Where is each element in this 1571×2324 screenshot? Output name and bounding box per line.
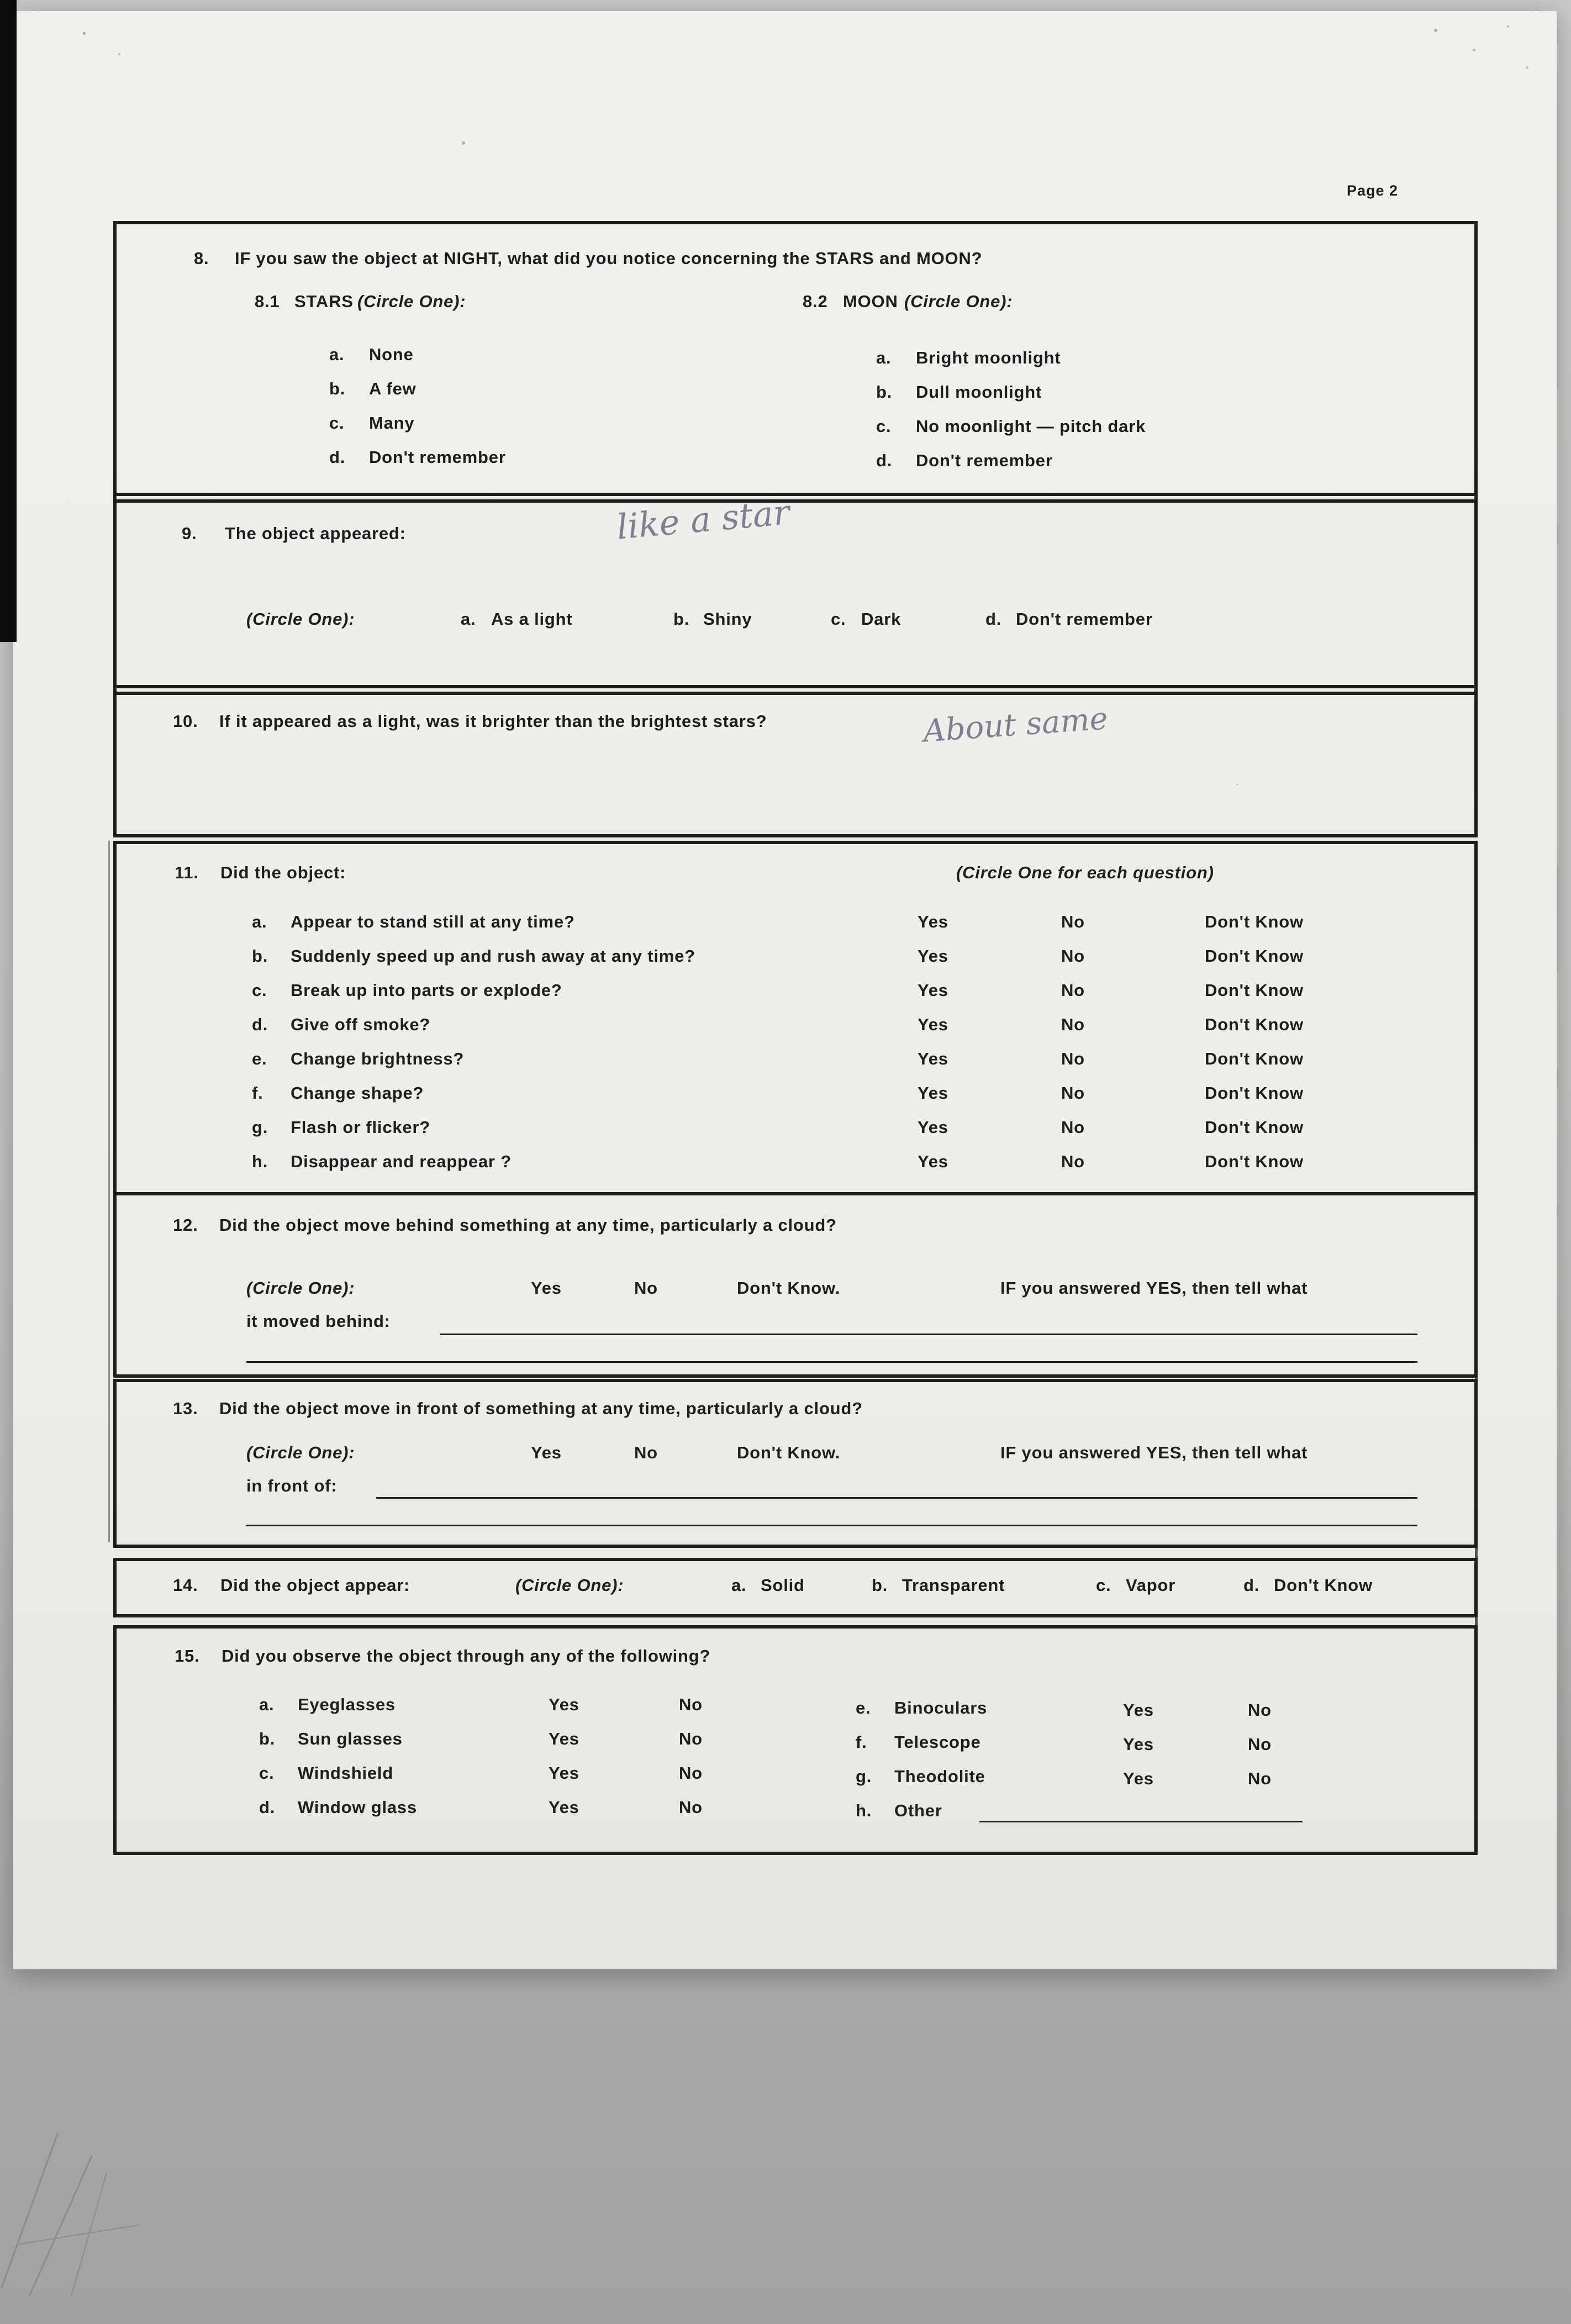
q11-answer-no: No: [1061, 1049, 1085, 1068]
q15-option-label: Theodolite: [894, 1767, 985, 1786]
q8-stars-option-label: Many: [369, 413, 415, 433]
q11-answer-yes: Yes: [918, 981, 948, 1000]
section-q10: [113, 685, 1478, 837]
q15-option-letter: e.: [856, 1698, 871, 1717]
q12-question-text: Did the object move behind something at any time, particularly a cloud?: [219, 1215, 837, 1235]
q11-answer-yes: Yes: [918, 1118, 948, 1137]
q14-option-letter: a.: [731, 1575, 747, 1595]
q13-answer-dontknow: Don't Know.: [737, 1443, 841, 1462]
q15-answer-yes: Yes: [549, 1729, 579, 1748]
section-q13: [113, 1379, 1478, 1548]
q8-stars-option-letter: a.: [329, 345, 345, 364]
section-q8: [113, 221, 1478, 503]
q10-number: 10.: [173, 712, 198, 731]
q11-answer-dontknow: Don't Know: [1205, 1083, 1304, 1103]
q11-row-letter: c.: [252, 981, 267, 1000]
q11-answer-yes: Yes: [918, 946, 948, 966]
q15-number: 15.: [175, 1646, 200, 1666]
q8-stars-option-letter: c.: [329, 413, 345, 433]
section-q12: [113, 1192, 1478, 1378]
q8-stars-circle-one: (Circle One):: [357, 292, 466, 311]
q15-answer-no: No: [1248, 1735, 1272, 1754]
q11-answer-dontknow: Don't Know: [1205, 946, 1304, 966]
q8-stars-option-label: Don't remember: [369, 447, 506, 467]
q15-answer-yes: Yes: [1123, 1700, 1154, 1720]
q12-number: 12.: [173, 1215, 198, 1235]
q8-moon-option-letter: b.: [876, 382, 893, 402]
q12-tail-label: it moved behind:: [246, 1311, 391, 1331]
q15-option-label: Other: [894, 1801, 942, 1820]
q11-answer-yes: Yes: [918, 912, 948, 931]
scan-border-bleed-left: [108, 841, 110, 1542]
q12-circle-one: (Circle One):: [246, 1278, 355, 1298]
q15-answer-yes: Yes: [1123, 1769, 1154, 1788]
q13-answer-no: No: [634, 1443, 658, 1462]
q11-answer-yes: Yes: [918, 1015, 948, 1034]
q15-option-label: Binoculars: [894, 1698, 988, 1717]
q15-option-letter: d.: [259, 1798, 276, 1817]
q14-option-letter: c.: [1096, 1575, 1111, 1595]
q12-answer-dontknow: Don't Know.: [737, 1278, 841, 1298]
q11-answer-dontknow: Don't Know: [1205, 981, 1304, 1000]
q14-option-label: Don't Know: [1274, 1575, 1373, 1595]
q15-option-letter: c.: [259, 1763, 275, 1783]
q8-moon-label: MOON: [843, 292, 898, 311]
q8-moon-option-label: Bright moonlight: [916, 348, 1061, 367]
q8-moon-option-letter: c.: [876, 417, 892, 436]
handwritten-answer-q9: like a star: [615, 492, 792, 547]
q9-option-label: As a light: [491, 609, 573, 629]
q15-answer-yes: Yes: [549, 1798, 579, 1817]
q11-answer-dontknow: Don't Know: [1205, 1118, 1304, 1137]
q8-stars-option-letter: d.: [329, 447, 346, 467]
q11-circle-one: (Circle One for each question): [956, 863, 1214, 882]
q8-moon-option-label: Dull moonlight: [916, 382, 1042, 402]
q12-answer-line-2: [246, 1361, 1417, 1363]
q9-option-letter: b.: [673, 609, 690, 629]
q8-moon-circle-one: (Circle One):: [904, 292, 1013, 311]
q8-moon-option-label: Don't remember: [916, 451, 1053, 470]
q11-answer-no: No: [1061, 1015, 1085, 1034]
q14-option-label: Vapor: [1126, 1575, 1176, 1595]
q11-row-letter: e.: [252, 1049, 267, 1068]
q14-option-label: Solid: [761, 1575, 805, 1595]
q8-stars-label: STARS: [294, 292, 354, 311]
q15-option-label: Eyeglasses: [298, 1695, 396, 1714]
q11-row-label: Give off smoke?: [291, 1015, 431, 1034]
q9-option-letter: d.: [985, 609, 1002, 629]
q15-question-text: Did you observe the object through any of the following?: [222, 1646, 711, 1666]
q9-option-letter: a.: [461, 609, 476, 629]
q11-row-letter: f.: [252, 1083, 263, 1103]
q9-option-label: Dark: [861, 609, 902, 629]
q13-number: 13.: [173, 1399, 198, 1418]
q11-number: 11.: [175, 863, 199, 882]
q15-option-letter: b.: [259, 1729, 276, 1748]
q13-tell-what: IF you answered YES, then tell what: [1000, 1443, 1308, 1462]
q15-option-letter: a.: [259, 1695, 275, 1714]
q10-question-text: If it appeared as a light, was it brighter than the brightest stars?: [219, 712, 767, 731]
scan-speckle: [1434, 29, 1437, 32]
q9-number: 9.: [182, 524, 197, 543]
q11-row-label: Change brightness?: [291, 1049, 465, 1068]
q15-option-letter: g.: [856, 1767, 872, 1786]
q15-other-answer-line: [979, 1821, 1303, 1822]
q11-row-letter: g.: [252, 1118, 268, 1137]
section-q15: [113, 1625, 1478, 1855]
q15-answer-no: No: [679, 1695, 703, 1714]
scan-speckle: [1526, 66, 1528, 69]
q12-answer-no: No: [634, 1278, 658, 1298]
q9-option-letter: c.: [831, 609, 846, 629]
q9-circle-one: (Circle One):: [246, 609, 355, 629]
q15-option-label: Sun glasses: [298, 1729, 403, 1748]
q11-row-label: Change shape?: [291, 1083, 424, 1103]
q11-row-letter: b.: [252, 946, 268, 966]
q11-row-label: Flash or flicker?: [291, 1118, 431, 1137]
scan-speckle: [118, 53, 120, 55]
q11-answer-yes: Yes: [918, 1083, 948, 1103]
q13-question-text: Did the object move in front of something at any time, particularly a cloud?: [219, 1399, 863, 1418]
q14-number: 14.: [173, 1575, 198, 1595]
film-edge-strip: [0, 0, 17, 642]
q8-moon-option-letter: a.: [876, 348, 892, 367]
q11-answer-no: No: [1061, 912, 1085, 931]
page-number: Page 2: [1347, 182, 1399, 199]
q13-answer-yes: Yes: [531, 1443, 562, 1462]
q11-answer-no: No: [1061, 1118, 1085, 1137]
q15-answer-yes: Yes: [1123, 1735, 1154, 1754]
q15-answer-no: No: [679, 1798, 703, 1817]
q15-option-label: Windshield: [298, 1763, 394, 1783]
q9-question-text: The object appeared:: [225, 524, 406, 543]
q11-answer-yes: Yes: [918, 1049, 948, 1068]
q14-option-letter: d.: [1243, 1575, 1260, 1595]
q11-answer-dontknow: Don't Know: [1205, 1152, 1304, 1171]
section-q11: [113, 841, 1478, 1195]
q15-answer-no: No: [1248, 1700, 1272, 1720]
q15-answer-no: No: [679, 1729, 703, 1748]
q8-moon-number: 8.2: [803, 292, 828, 311]
q11-row-label: Break up into parts or explode?: [291, 981, 562, 1000]
q12-answer-yes: Yes: [531, 1278, 562, 1298]
q14-option-label: Transparent: [902, 1575, 1005, 1595]
q11-row-label: Appear to stand still at any time?: [291, 912, 575, 931]
q11-row-letter: a.: [252, 912, 267, 931]
q8-stars-number: 8.1: [255, 292, 280, 311]
q15-option-label: Window glass: [298, 1798, 418, 1817]
q11-answer-no: No: [1061, 946, 1085, 966]
q14-question-text: Did the object appear:: [220, 1575, 410, 1595]
q14-circle-one: (Circle One):: [515, 1575, 624, 1595]
scan-speckle: [83, 32, 86, 35]
q15-answer-no: No: [679, 1763, 703, 1783]
q12-answer-line: [440, 1334, 1417, 1335]
q12-tell-what: IF you answered YES, then tell what: [1000, 1278, 1308, 1298]
q11-answer-no: No: [1061, 981, 1085, 1000]
q11-answer-dontknow: Don't Know: [1205, 912, 1304, 931]
scan-speckle: [462, 141, 465, 145]
scan-speckle: [1507, 25, 1509, 28]
q15-option-label: Telescope: [894, 1732, 981, 1752]
q11-answer-dontknow: Don't Know: [1205, 1015, 1304, 1034]
q9-option-label: Don't remember: [1016, 609, 1153, 629]
q15-answer-yes: Yes: [549, 1763, 579, 1783]
q8-stars-option-label: None: [369, 345, 414, 364]
q11-row-letter: h.: [252, 1152, 268, 1171]
q11-answer-dontknow: Don't Know: [1205, 1049, 1304, 1068]
q15-answer-yes: Yes: [549, 1695, 579, 1714]
q8-stars-option-letter: b.: [329, 379, 346, 398]
section-q9: [113, 493, 1478, 695]
q8-moon-option-letter: d.: [876, 451, 893, 470]
q11-row-letter: d.: [252, 1015, 268, 1034]
q11-answer-no: No: [1061, 1152, 1085, 1171]
q14-option-letter: b.: [872, 1575, 888, 1595]
section-q14: [113, 1558, 1478, 1617]
q13-answer-line: [376, 1497, 1417, 1499]
q11-answer-yes: Yes: [918, 1152, 948, 1171]
handwritten-answer-q10: About same: [922, 700, 1109, 750]
q8-number: 8.: [194, 249, 209, 268]
q8-stars-option-label: A few: [369, 379, 417, 398]
q13-tail-label: in front of:: [246, 1476, 338, 1495]
q11-question-text: Did the object:: [220, 863, 346, 882]
q8-moon-option-label: No moonlight — pitch dark: [916, 417, 1146, 436]
q15-answer-no: No: [1248, 1769, 1272, 1788]
scan-speckle: [1473, 49, 1475, 51]
q13-answer-line-2: [246, 1525, 1417, 1526]
q15-option-letter: h.: [856, 1801, 872, 1820]
q11-row-label: Disappear and reappear ?: [291, 1152, 512, 1171]
q8-question-text: IF you saw the object at NIGHT, what did you notice concerning the STARS and MOON?: [235, 249, 983, 268]
q11-row-label: Suddenly speed up and rush away at any time?: [291, 946, 695, 966]
q11-answer-no: No: [1061, 1083, 1085, 1103]
q15-option-letter: f.: [856, 1732, 867, 1752]
q9-option-label: Shiny: [703, 609, 752, 629]
q13-circle-one: (Circle One):: [246, 1443, 355, 1462]
